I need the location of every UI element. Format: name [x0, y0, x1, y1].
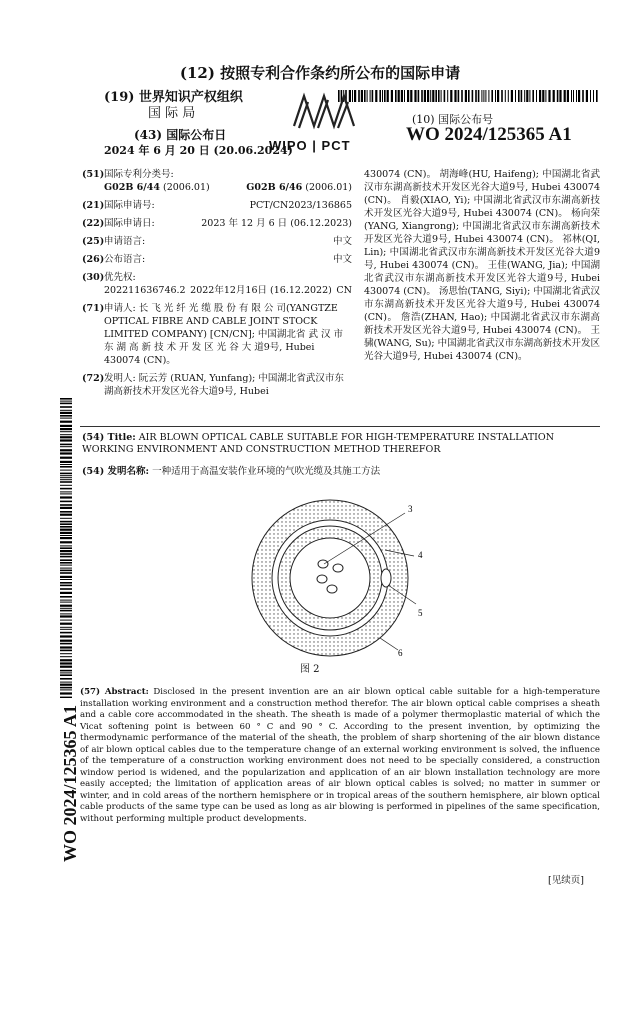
- title-en: (54) Title: AIR BLOWN OPTICAL CABLE SUITABLE FOR HIGH-TEMPERATURE INSTALLATION WORKING ENVIRONMENT AND CONSTRUCTION METHOD THEREFOR: [82, 432, 555, 455]
- pubnum-label: (10) 国际公布号: [412, 113, 494, 126]
- publication-number: WO 2024/125365 A1: [406, 124, 572, 145]
- figure-label-5: 5: [418, 608, 423, 618]
- figure-label-3: 3: [408, 504, 413, 514]
- bibliographic-left: [82, 168, 352, 403]
- field-21: (21) 国际申请号: PCT/CN2023/136865: [82, 200, 352, 211]
- wipo-logo: [274, 86, 374, 136]
- figure-label-6: 6: [398, 648, 403, 658]
- figure-label-4: 4: [418, 550, 423, 560]
- field-51: (51) 国际专利分类号: G02B 6/44 (2006.01) G02B 6/46 (2006.01): [82, 169, 352, 193]
- pubdate-label: (43) 国际公布日: [134, 128, 227, 142]
- ripcord: [381, 569, 391, 587]
- title-cn: (54) 发明名称: 一种适用于高温安装作业环境的气吹光缆及其施工方法: [82, 466, 381, 477]
- cable-cross-section-figure: [240, 488, 450, 678]
- publication-date: 2024 年 6 月 20 日 (20.06.2024): [104, 144, 293, 157]
- fiber-unit: [333, 564, 343, 572]
- field-30: (30) 优先权: 202211636746.2 2022年12月16日 (16.12.2022) CN: [82, 272, 352, 296]
- wipo-text: WIPO | PCT: [269, 138, 351, 153]
- abstract: (57) Abstract: Disclosed in the present invention are an air blown optical cable suitable for a high-temperature installation working environment and a construction method therefor. The air blown optical cable comprises a sheath and a cable core accommodated in the sheath. The sheath is made of a polymer thermoplastic material of which the Vicat softening point is between 60 ° C and 90 ° C. According to the present invention, by optimizing the thermodynamic performance of the material of the sheath, the problem of sharp shortening of the air blown distance of air blown optical cables due to the temperature change of an external working environment is solved, the influence of the temperature of a construction working environment does not need to be specially considered, a construction window period is widened, and the popularization and application of an air blown installation technology are more easily accepted; the limitation of application areas of air blown optical cables is solved; no matter in summer or winter, and in cold areas of the northern hemisphere or in tropical areas of the southern hemisphere, air blown optical cable products of the same type can be used as long as air blowing is performed in pipelines of the same specification, without performing multiple product developments.: [80, 687, 600, 824]
- top-barcode: [338, 90, 598, 102]
- field-25: (25) 申请语言: 中文: [82, 236, 352, 247]
- core: [290, 538, 370, 618]
- field-22: (22) 国际申请日: 2023 年 12 月 6 日 (06.12.2023): [82, 218, 352, 229]
- fiber-unit: [327, 585, 337, 593]
- document-title: (12) 按照专利合作条约所公布的国际申请: [179, 64, 461, 82]
- inventors-continued: 430074 (CN)。 胡海峰(HU, Haifeng); 中国湖北省武汉市东湖高新技术开发区光谷大道9号, Hubei 430074 (CN)。 肖毅(XIAO, Yi); 中国湖北省武汉市东湖高新技术开发区光谷大道9号, Hubei 430074 (CN)。 杨向荣(YANG, Xiangrong); 中国湖北省武汉市东湖高新技术开发区光谷大道9号, Hubei 430074 (CN)。 祁林(QI, Lin); 中国湖北省武汉市东湖高新技术开发区光谷大道9号, Hubei 430074 (CN)。 王佳(WANG, Jia); 中国湖北省武汉市东湖高新技术开发区光谷大道9号, Hubei 430074 (CN)。 汤思怡(TANG, Siyi); 中国湖北省武汉市东湖高新技术开发区光谷大道9号, Hubei 430074 (CN)。 詹浩(ZHAN, Hao); 中国湖北省武汉市东湖高新技术开发区光谷大道9号, Hubei 430074 (CN)。 王骕(WANG, Su); 中国湖北省武汉市东湖高新技术开发区光谷大道9号, Hubei 430074 (CN)。: [364, 169, 600, 362]
- org-line2: 国 际 局: [148, 106, 196, 121]
- field-71: (71) 申请人: 长 飞 光 纤 光 缆 股 份 有 限 公 司(YANGTZE OPTICAL FIBRE AND CABLE JOINT STOCK LIMITED COMPANY) [CN/CN]; 中国湖北省 武 汉 市 东 湖 高 新 技 术 开 发 区 光 谷 大 道9号, Hubei 430074 (CN)。: [82, 303, 343, 366]
- vertical-pub-number: WO 2024/125365 A1: [60, 704, 80, 862]
- figure-caption: 图 2: [300, 664, 320, 675]
- field-72: (72) 发明人: 阮云芳 (RUAN, Yunfang); 中国湖北省武汉市东湖高新技术开发区光谷大道9号, Hubei: [82, 373, 344, 397]
- fiber-unit: [317, 575, 327, 583]
- org-line1: (19) 世界知识产权组织: [104, 90, 243, 105]
- side-barcode: [60, 398, 72, 698]
- field-26: (26) 公布语言: 中文: [82, 254, 352, 265]
- fiber-unit: [318, 560, 328, 568]
- continued-on-next-page: [见续页]: [548, 875, 584, 886]
- divider: [80, 426, 600, 427]
